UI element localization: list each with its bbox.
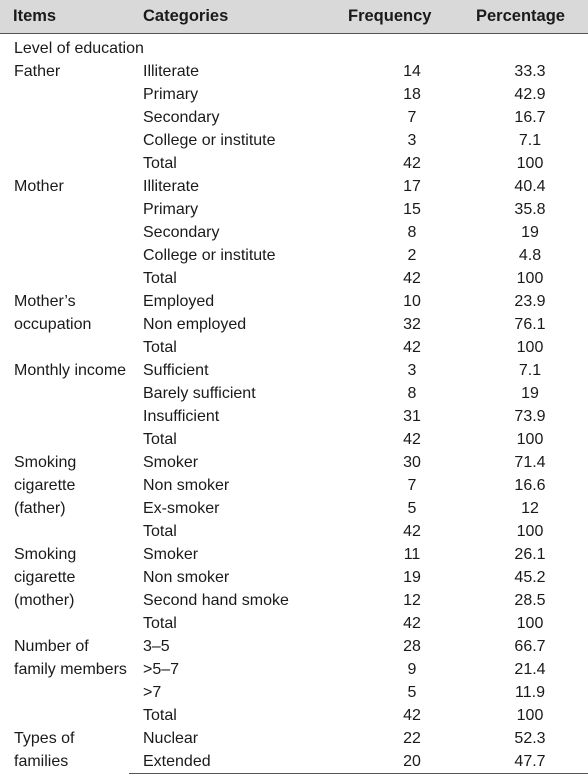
category-cell: Second hand smoke — [143, 592, 289, 609]
percentage-cell: 76.1 — [514, 316, 546, 333]
frequency-cell: 30 — [403, 454, 421, 471]
category-cell: Total — [143, 431, 177, 448]
percentage-cell: 11.9 — [515, 684, 545, 701]
frequency-cell: 31 — [403, 408, 421, 425]
percentage-cell: 66.7 — [514, 638, 546, 655]
item-label: Smoking cigarette (father) — [14, 454, 77, 517]
header-frequency: Frequency — [328, 0, 460, 34]
frequency-cell: 14 — [403, 63, 421, 80]
percentage-cell: 19 — [521, 224, 539, 241]
header-percentage: Percentage — [460, 0, 588, 34]
header-categories: Categories — [129, 0, 328, 34]
percentage-cell: 33.3 — [514, 63, 546, 80]
table-row — [0, 543, 588, 566]
percentage-cell: 23.9 — [514, 293, 546, 310]
category-cell: Illiterate — [143, 178, 200, 195]
percentage-cell: 100 — [516, 339, 544, 356]
percentage-cell: 4.8 — [518, 247, 542, 264]
frequency-cell: 7 — [407, 109, 417, 126]
category-cell: Secondary — [143, 224, 220, 241]
frequency-cell: 22 — [403, 730, 421, 747]
category-cell: Insufficient — [143, 408, 220, 425]
frequency-cell: 28 — [403, 638, 421, 655]
table-header — [0, 0, 588, 34]
percentage-cell: 28.5 — [514, 592, 546, 609]
category-cell: Ex-smoker — [143, 500, 220, 517]
frequency-cell: 18 — [403, 86, 421, 103]
percentage-cell: 45.2 — [514, 569, 546, 586]
category-cell: Barely sufficient — [143, 385, 256, 402]
category-cell: Non smoker — [143, 569, 230, 586]
frequency-cell: 42 — [403, 615, 421, 632]
frequency-cell: 8 — [407, 224, 417, 241]
frequency-cell: 12 — [403, 592, 421, 609]
percentage-cell: 100 — [516, 615, 544, 632]
category-cell: Total — [143, 523, 177, 540]
frequency-cell: 42 — [403, 523, 421, 540]
category-cell: Illiterate — [143, 63, 200, 80]
item-label: Father — [14, 63, 61, 80]
category-cell: College or institute — [143, 247, 276, 264]
frequency-cell: 8 — [407, 385, 417, 402]
percentage-cell: 100 — [516, 431, 544, 448]
category-cell: Total — [143, 339, 177, 356]
category-cell: Employed — [143, 293, 215, 310]
table-row — [0, 60, 588, 83]
header-row — [0, 0, 588, 34]
category-cell: Total — [143, 615, 177, 632]
percentage-cell: 26.1 — [514, 546, 546, 563]
frequency-cell: 32 — [403, 316, 421, 333]
item-label: Mother’s occupation — [14, 293, 92, 333]
frequency-cell: 7 — [407, 477, 417, 494]
item-label: Smoking cigarette (mother) — [14, 546, 77, 609]
category-cell: Nuclear — [143, 730, 199, 747]
category-cell: Primary — [143, 86, 199, 103]
percentage-cell: 73.9 — [514, 408, 546, 425]
percentage-cell: 19 — [521, 385, 539, 402]
frequency-cell: 15 — [403, 201, 421, 218]
frequency-cell: 19 — [403, 569, 421, 586]
frequency-cell: 17 — [403, 178, 421, 195]
percentage-cell: 47.7 — [460, 750, 588, 774]
frequency-cell: 42 — [403, 155, 421, 172]
section-row — [0, 34, 588, 61]
item-label: Number of family members — [14, 638, 127, 678]
item-label: Monthly income — [14, 362, 127, 379]
percentage-cell: 100 — [516, 155, 544, 172]
item-label: Types of families — [14, 730, 75, 770]
frequency-cell: 20 — [328, 750, 460, 774]
category-cell: Non smoker — [143, 477, 230, 494]
percentage-cell: 100 — [516, 707, 544, 724]
percentage-cell: 100 — [516, 270, 544, 287]
frequency-cell: 10 — [403, 293, 421, 310]
percentage-cell: 12 — [521, 500, 539, 517]
frequency-cell: 9 — [407, 661, 417, 678]
table-row — [0, 451, 588, 474]
category-cell: Smoker — [143, 546, 199, 563]
category-cell: 3–5 — [143, 638, 170, 655]
percentage-cell: 16.6 — [514, 477, 546, 494]
percentage-cell: 7.1 — [518, 362, 542, 379]
category-cell: Secondary — [143, 109, 220, 126]
frequency-cell: 5 — [407, 684, 417, 701]
frequency-cell: 2 — [407, 247, 417, 264]
category-cell: Total — [143, 707, 177, 724]
category-cell: Primary — [143, 201, 199, 218]
category-cell: Non employed — [143, 316, 247, 333]
category-cell: College or institute — [143, 132, 276, 149]
table-row — [0, 290, 588, 313]
table-row — [0, 727, 588, 750]
table-body — [0, 34, 588, 774]
category-cell: Sufficient — [143, 362, 209, 379]
percentage-cell: 7.1 — [518, 132, 542, 149]
table-row — [0, 359, 588, 382]
table-row — [0, 175, 588, 198]
frequency-cell: 3 — [407, 362, 417, 379]
frequency-cell: 42 — [403, 431, 421, 448]
percentage-cell: 21.4 — [514, 661, 546, 678]
percentage-cell: 42.9 — [514, 86, 546, 103]
frequency-cell: 42 — [403, 270, 421, 287]
percentage-cell: 40.4 — [514, 178, 546, 195]
frequency-cell: 11 — [403, 546, 421, 563]
percentage-cell: 71.4 — [514, 454, 546, 471]
frequency-cell: 42 — [403, 339, 421, 356]
percentage-cell: 16.7 — [514, 109, 546, 126]
category-cell: Total — [143, 270, 177, 287]
frequency-cell: 5 — [407, 500, 417, 517]
header-items: Items — [0, 0, 129, 34]
percentage-cell: 100 — [516, 523, 544, 540]
table-row — [0, 635, 588, 658]
category-cell: Extended — [129, 750, 328, 774]
frequency-cell: 3 — [407, 132, 417, 149]
section-label: Level of education — [14, 40, 144, 57]
category-cell: >5–7 — [143, 661, 180, 678]
percentage-cell: 35.8 — [514, 201, 546, 218]
category-cell: >7 — [143, 684, 162, 701]
frequency-cell: 42 — [403, 707, 421, 724]
category-cell: Smoker — [143, 454, 199, 471]
item-label: Mother — [14, 178, 64, 195]
category-cell: Total — [143, 155, 177, 172]
percentage-cell: 52.3 — [514, 730, 546, 747]
